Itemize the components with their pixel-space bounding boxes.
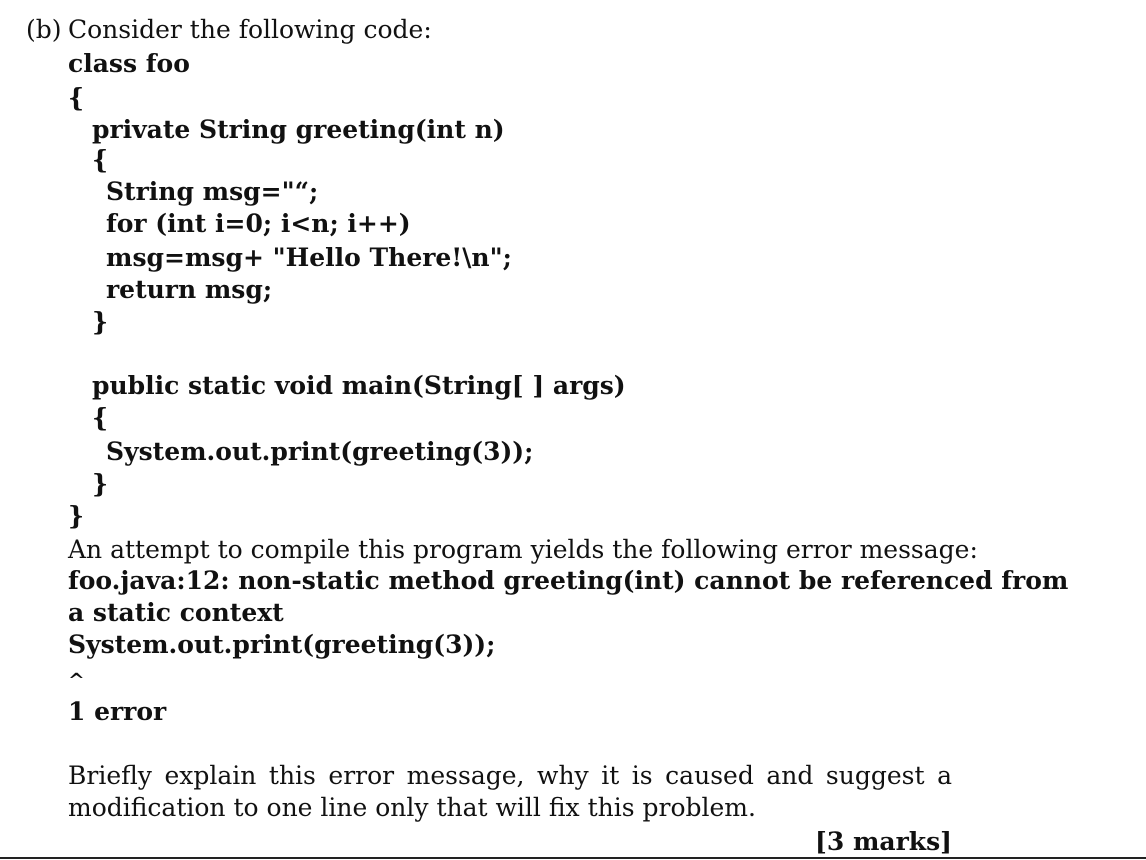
code-line-4: {	[92, 145, 109, 174]
code-line-7: msg=msg+ "Hello There!\n";	[106, 243, 512, 272]
error-message-line-1: foo.java:12: non-static method greeting(int) cannot be referenced from	[68, 566, 1069, 595]
page-bottom-rule	[0, 857, 1146, 859]
task-line-2: modification to one line only that will fix this problem.	[68, 793, 756, 822]
error-message-line-3: System.out.print(greeting(3));	[68, 630, 496, 659]
error-message-line-2: a static context	[68, 598, 284, 627]
task-line-1: Briefly explain this error message, why it is caused and suggest a	[68, 761, 952, 790]
code-line-13: }	[92, 469, 109, 498]
error-caret: ^	[68, 668, 85, 692]
code-line-12: System.out.print(greeting(3));	[106, 437, 534, 466]
code-line-1: class foo	[68, 49, 190, 78]
code-line-11: {	[92, 403, 109, 432]
code-line-9: }	[92, 307, 109, 336]
code-line-14: }	[68, 501, 85, 530]
code-line-8: return msg;	[106, 275, 273, 304]
question-prefix: (b)	[26, 15, 62, 44]
code-line-2: {	[68, 83, 85, 112]
code-line-10: public static void main(String[ ] args)	[92, 371, 626, 400]
code-line-5: String msg="“;	[106, 177, 319, 206]
error-count: 1 error	[68, 697, 167, 726]
code-line-6: for (int i=0; i<n; i++)	[106, 209, 411, 238]
code-line-3: private String greeting(int n)	[92, 115, 505, 144]
compile-intro: An attempt to compile this program yields the following error message:	[68, 535, 978, 564]
question-intro: Consider the following code:	[68, 15, 432, 44]
marks-label: [3 marks]	[815, 827, 952, 856]
